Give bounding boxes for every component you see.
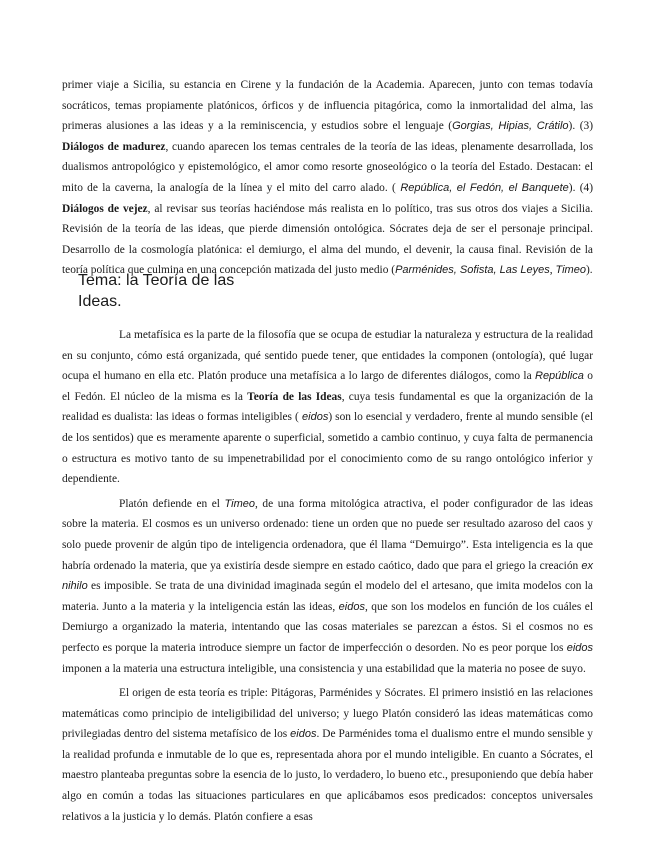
- text-run: , que son los modelos en función de los cuáles el Demiurgo a organizado la materia, intentando que las cosas materiales se parezcan a éstos. Si el cosmos no es perfecto es porque la materia introduce siempre un factor de imperfección o desorden. No es peor porque los: [62, 600, 593, 654]
- bold-term: Diálogos de madurez: [62, 140, 166, 153]
- text-run: El origen de esta teoría es triple: Pitágoras, Parménides y Sócrates. El primero insistió en las relaciones matemáticas como principio de inteligibilidad del universo; y luego Platón consideró las ideas matemáticas como privilegiadas dentro del sistema metafísico de los: [62, 687, 593, 741]
- text-run: es imposible. Se trata de una divinidad imaginada según el modelo del el artesano, que imita modelos con la materia. Junto a la materia y la inteligencia están las ideas,: [62, 580, 593, 613]
- text-run: , al revisar sus teorías haciéndose más realista en lo político, tras sus otros dos viajes a Sicilia. Revisión de la teoría de las ideas, que pierde dimensión ontológica. Sócrates deja de ser el personaje principal. Desarrollo de la cosmología platónica: el demiurgo, el alma del mundo, el devenir, la causa final. Revisión de la teoría política que culmina en una concepción matizada del justo medio (: [62, 202, 593, 277]
- text-run: , cuando aparecen los temas centrales de la teoría de las ideas, plenamente desarrollada, los dualismos antropológico y epistemológico, el amor como resorte gnoseológico o la teoría del Estado. Destacan: el mito de la caverna, la analogía de la línea y el mito del carro alado. (: [62, 140, 593, 194]
- italic-term: eidos: [298, 411, 329, 424]
- section-heading: Tema: la Teoría de las Ideas.: [78, 272, 235, 310]
- italic-works: República, el Fedón, el Banquete: [395, 181, 569, 194]
- bold-term: Teoría de las Ideas: [247, 390, 342, 403]
- text-run: imponen a la materia una estructura inteligible, una consistencia y una estabilidad que la materia no posee de suyo.: [62, 662, 586, 675]
- intro-paragraph: [62, 75, 593, 281]
- italic-term: eidos: [338, 600, 365, 613]
- text-run: , de una forma mitológica atractiva, el poder configurador de las ideas sobre la materia. El cosmos es un universo ordenado: tiene un orden que no puede ser resultado azaroso del caos y solo puede provenir de algún tipo de inteligencia ordenadora, que él llama “Demuirgo”. Esta inteligencia es la que habría ordenado la materia, que ya existiría desde siempre en estado caótico, dado que para el griego la creación: [62, 497, 593, 572]
- italic-works: Timeo: [555, 264, 586, 277]
- text-run: ).: [585, 264, 593, 277]
- italic-work: República: [535, 370, 584, 383]
- text-run: ,: [549, 264, 556, 277]
- text-run: ) son lo esencial y verdadero, frente al mundo sensible (el de los sentidos) que es meramente aparente o superficial, sometido a cambio continuo, y cuya falta de permanencia o estructura es motivo tanto de su impenetrabilidad por el conocimiento como de su rango ontológico inferior y dependiente.: [62, 411, 594, 486]
- italic-work: Timeo: [224, 497, 256, 510]
- paragraph-metafisica: [62, 325, 593, 490]
- italic-works: Gorgias, Hipias, Crátilo: [452, 120, 569, 133]
- italic-term: eidos: [566, 641, 593, 654]
- text-run: Platón defiende en el: [119, 497, 225, 510]
- text-run: primer viaje a Sicilia, su estancia en Cirene y la fundación de la Academia. Aparecen, junto con temas todavía socráticos, temas propiamente platónicos, órficos y de influencia pitagórica, como la inmortalidad del alma, las primeras alusiones a las ideas y a la reminiscencia, y estudios sobre el lenguaje (: [62, 79, 593, 133]
- paragraph-origen: [62, 683, 593, 827]
- italic-works: Parménides, Sofista, Las Leyes: [395, 264, 550, 277]
- italic-term: eidos: [290, 728, 317, 741]
- text-run: ). (4): [568, 181, 593, 194]
- text-run: , cuya tesis fundamental es que la organización de la realidad es dualista: las ideas o formas inteligibles (: [62, 390, 594, 424]
- text-run: o el Fedón. El núcleo de la misma es la: [62, 370, 593, 403]
- text-run: ). (3): [568, 120, 593, 133]
- body-text: [62, 325, 593, 831]
- bold-term: Diálogos de vejez: [62, 202, 148, 215]
- text-run: La metafísica es la parte de la filosofía que se ocupa de estudiar la naturaleza y estructura de la realidad en su conjunto, cómo está organizada, qué sentido puede tener, que entidades la componen (ontología), qué lugar ocupa el humano en ella etc. Platón produce una metafísica a lo largo de diferentes diálogos, como la: [62, 329, 593, 383]
- text-run: . De Parménides toma el dualismo entre el mundo sensible y la realidad profunda e inmutable de lo que es, representada ahora por el mundo inteligible. En cuanto a Sócrates, el maestro planteaba preguntas sobre la esencia de lo justo, lo verdadero, lo bueno etc., presuponiendo que debía haber algo en común a todas las situaciones particulares en que aplicábamos esos predicados: conceptos universales relativos a la justicia y lo demás. Platón confiere a esas: [62, 728, 594, 823]
- paragraph-timeo: [62, 494, 593, 679]
- italic-term: ex nihilo: [62, 559, 593, 593]
